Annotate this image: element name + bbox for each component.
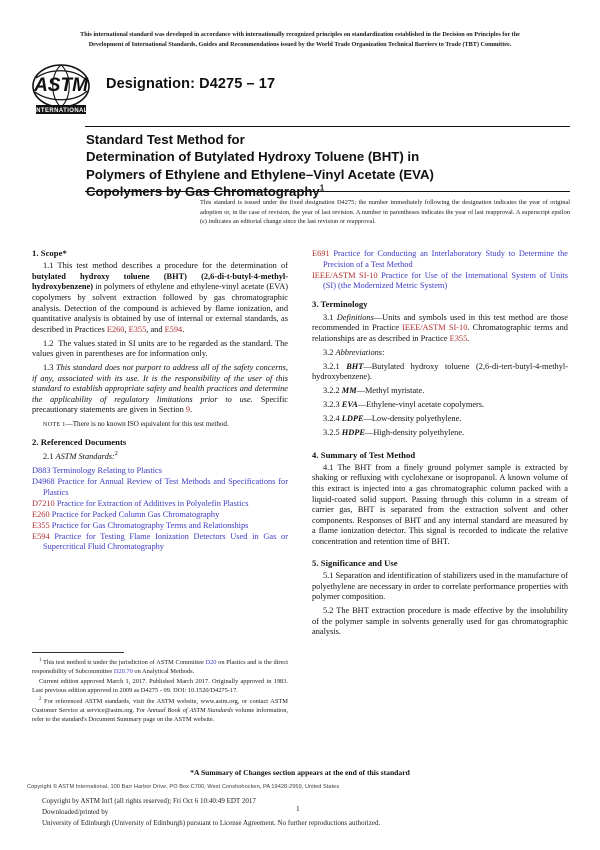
abbrev-def: —Methyl myristate. (356, 386, 425, 396)
tbt-header-note (30, 30, 570, 49)
list-item[interactable] (32, 510, 288, 521)
para-num: 1.1 (43, 261, 54, 271)
download-line-1: Copyright by ASTM Int'l (all rights reserved); Fri Oct 6 10:40:49 EDT 2017 (42, 797, 256, 805)
para-num: 5.1 (323, 571, 334, 581)
ref-title[interactable]: Terminology Relating to Plastics (52, 466, 162, 476)
download-line-3: University of Edinburgh (University of Edinburgh) pursuant to License Agreement. No further reproductions authorized. (42, 819, 381, 828)
abbrev-def: —Low-density polyethylene. (363, 414, 462, 424)
paragraph-3-2-4 (312, 414, 568, 425)
para-num: 3.2.4 (323, 414, 340, 424)
paragraph-2-1: 2.1 ASTM Standards:$^2$ (43, 450, 118, 462)
column-right (312, 248, 568, 638)
svg-text:INTERNATIONAL: INTERNATIONAL (34, 108, 88, 114)
paragraph-3-2-5 (312, 428, 568, 439)
section-heading-scope: 1. Scope* (32, 248, 67, 258)
paragraph-5-2: 5.2 The BHT extraction procedure is made effective by the insolubility of the polymer sample in solvents generally used for gas chromatographic analysis. (312, 606, 568, 637)
abbrev-def: —Ethylene-vinyl acetate copolymers. (357, 400, 485, 410)
issue-note: This standard is issued under the fixed designation D4275; the number immediately following the designation indicates the year of original adoption or, in the case of revision, the year of last revision. A number in parentheses indicates the year of last reapproval. A superscript epsilon (ε) indicates an editorial change since the last revision or reapproval. (200, 199, 570, 226)
para-num: 3.2.5 (323, 428, 340, 438)
ref-title[interactable]: Practice for Conducting an Interlaboratory Study to Determine the Precision of a Test Method (323, 249, 568, 269)
para-num: 3.2.2 (323, 386, 340, 396)
para-num: 1.3 (43, 363, 54, 373)
referenced-documents-list (32, 466, 288, 553)
ref-id[interactable]: E594 (32, 531, 50, 541)
paragraph-1-3: 1.3 This standard does not purport to address all of the safety concerns, if any, associated with its use. It is the responsibility of the user of this standard to establish appropriate safety and health practices and determine the applicability of regulatory limitations prior to use. Specific precautionary statements are given in Section 9. (32, 363, 288, 415)
para-num: 3.2.1 (323, 361, 340, 371)
abbrev-term: MM (341, 386, 357, 396)
abbrev-def: —High-density polyethylene. (364, 428, 465, 438)
abbrev-term: EVA (341, 400, 358, 410)
ref-id[interactable]: E355 (32, 520, 50, 530)
list-item[interactable] (32, 499, 288, 510)
paragraph-3-2: 3.2 Abbreviations: (323, 347, 385, 357)
title-line-3: Polymers of Ethylene and Ethylene–Vinyl Acetate (EVA) (86, 166, 434, 182)
ref-title[interactable]: Practice for Annual Review of Test Methods and Specifications for Plastics (43, 477, 288, 497)
paragraph-4-1: 4.1 The BHT from a finely ground polymer sample is extracted by shaking or refluxing with cyclohexane or isopropanol. A known volume of this extract is injected into a gas chromatographic column packed with a liquid-coated solid support. Passing through this column in a stream of carrier gas, BHT is separated from the extraction solvent and other components. Responses of BHT and any internal standard are measured by a flame ionization detector. This signal is recorded to indicate the relative concentration and retention time of BHT. (312, 462, 569, 546)
svg-text:ASTM: ASTM (34, 75, 88, 96)
ref-id[interactable]: IEEE/ASTM SI-10 (312, 270, 378, 280)
link-d20[interactable]: D20 (205, 659, 217, 667)
footnote-1-edition: Current edition approved March 1, 2017. Published March 2017. Originally approved in 1983. Last previous edition approved in 2009 as D4275 - 09. DOI: 10.1520/D4275-17. (32, 677, 288, 694)
title-line-2: Determination of Butylated Hydroxy Toluene (BHT) in (86, 149, 420, 165)
link-e355[interactable]: E355 (128, 324, 147, 334)
title-rule-top (85, 126, 570, 127)
abbrev-term: LDPE (341, 414, 364, 424)
paragraph-3-2-1 (312, 362, 568, 383)
para-num: 4.1 (323, 462, 334, 472)
link-e260[interactable]: E260 (106, 324, 125, 334)
title-footnote-marker: 1 (319, 183, 325, 193)
section-heading-terminology: 3. Terminology (312, 299, 368, 310)
para-num: 3.1 (323, 312, 334, 322)
list-item[interactable] (312, 271, 568, 292)
para-num: 1.2 (43, 338, 54, 348)
link-section-9[interactable]: 9 (185, 405, 191, 415)
tbt-line-1: This international standard was developed in accordance with internationally recognized principles on standardization established in the Decision on Principles for the (80, 31, 520, 38)
list-item[interactable] (32, 466, 288, 477)
title-line-1: Standard Test Method for (86, 132, 245, 147)
paragraph-3-2-2 (312, 386, 568, 397)
paragraph-3-1: 3.1 Definitions—Units and symbols used in this test method are those recommended in Practice IEEE/ASTM SI-10. Chromatographic terms and relationships are as described in Practice E355. (312, 312, 568, 343)
download-info-block (42, 796, 542, 830)
ref-id[interactable]: D883 (32, 466, 51, 476)
section-heading-summary: 4. Summary of Test Method (312, 449, 416, 460)
ref-title[interactable]: Practice for Packed Column Gas Chromatography (51, 509, 220, 519)
ref-title[interactable]: Practice for Use of the International System of Units (SI) (the Modernized Metric System) (323, 270, 568, 291)
link-e355-term[interactable]: E355 (449, 333, 468, 343)
copyright-line: Copyright © ASTM International, 100 Barr Harbor Drive, PO Box C700, West Conshohocken, PA 19428-2959, United States (27, 784, 340, 790)
download-line-2: Downloaded/printed by (42, 808, 109, 817)
section-heading-significance: 5. Significance and Use (312, 557, 398, 568)
footnote-1: $^1$ This test method is under the jurisdiction of ASTM Committee D20 on Plastics and is the direct responsibility of Subcommittee D20.70 on Analytical Methods. (32, 658, 288, 676)
paragraph-1-2: 1.2 The values stated in SI units are to be regarded as the standard. The values given in parentheses are for information only. (32, 338, 288, 359)
title-line-4: Copolymers by Gas Chromatography$^1$ (86, 183, 325, 200)
astm-logo-icon (30, 62, 92, 120)
summary-of-changes-note: *A Summary of Changes section appears at the end of this standard (190, 768, 410, 777)
section-heading-referenced-documents: 2. Referenced Documents (32, 436, 127, 447)
abbrev-term: BHT (346, 361, 364, 371)
note-1: NOTE 1—There is no known ISO equivalent for this test method. (43, 420, 229, 429)
list-item[interactable] (32, 477, 288, 498)
designation-row (30, 62, 570, 120)
list-item[interactable] (312, 249, 568, 270)
tbt-line-2: Development of International Standards, Guides and Recommendations issued by the World Trade Organization Technical Barriers to Trade (TBT) Committee. (88, 40, 512, 48)
abbrev-term: HDPE (341, 428, 365, 438)
footnote-2: $^2$ For referenced ASTM standards, visit the ASTM website, www.astm.org, or contact ASTM Customer Service at service@astm.org. For Annual Book of ASTM Standards volume information, refer to the standard's Document Summary page on the ASTM website. (32, 696, 289, 723)
list-item[interactable] (32, 521, 288, 532)
link-ieee-astm-si10[interactable]: IEEE/ASTM SI-10 (402, 323, 468, 333)
para-num: 3.2.3 (323, 400, 340, 410)
ref-id[interactable]: E691 (312, 249, 330, 258)
list-item[interactable] (32, 532, 288, 553)
ref-title[interactable]: Practice for Gas Chromatography Terms and Relationships (51, 520, 249, 530)
title-rule-bottom (85, 191, 570, 192)
para-num: 3.2 (323, 347, 334, 357)
ref-id[interactable]: D7210 (32, 498, 55, 508)
ref-id[interactable]: D4968 (32, 477, 55, 487)
paragraph-1-1: 1.1 This test method describes a procedure for the determination of butylated hydroxy toluene (BHT) (2,6-di-t-butyl-4-methyl-hydroxybenzene) in polymers of ethylene and ethylene-vinyl acetate (EVA) copolymers by solvent extraction followed by gas chromatographic analysis. Detection of the compound is achieved by flame ionization, and quantitative analysis is obtained by use of internal or external standards, as described in Practices E260, E355, and E594. (32, 261, 288, 334)
column-left (32, 248, 288, 554)
link-e594[interactable]: E594 (164, 324, 183, 334)
paragraph-5-1: 5.1 Separation and identification of stabilizers used in the manufacture of polyethylene are necessary in order to correlate performance properties with polymer composition. (312, 571, 568, 602)
bht-chemical-name: butylated hydroxy toluene (BHT) (2,6-di-t-butyl-4-methyl-hydroxybenzene) (32, 271, 288, 292)
designation-label: Designation: D4275 – 17 (106, 76, 276, 92)
abbrev-def: —Butylated hydroxy toluene (2,6-di-tert-butyl-4-methyl-hydroxybenzene). (312, 361, 568, 382)
ref-title[interactable]: Practice for Extraction of Additives in Polyolefin Plastics (56, 498, 249, 508)
referenced-documents-list-continued (312, 249, 568, 292)
ref-title[interactable]: Practice for Testing Flame Ionization Detectors Used in Gas or Supercritical Fluid Chromatography (43, 531, 288, 552)
footnotes-block (32, 657, 288, 724)
ref-id[interactable]: E260 (32, 509, 50, 519)
link-d20-70[interactable]: D20.70 (113, 668, 133, 676)
para-num: 2.1 (43, 452, 54, 462)
footnote-divider (32, 652, 124, 653)
paragraph-3-2-3 (312, 400, 568, 411)
para-num: 5.2 (323, 606, 334, 616)
page-number: 1 (296, 804, 300, 813)
